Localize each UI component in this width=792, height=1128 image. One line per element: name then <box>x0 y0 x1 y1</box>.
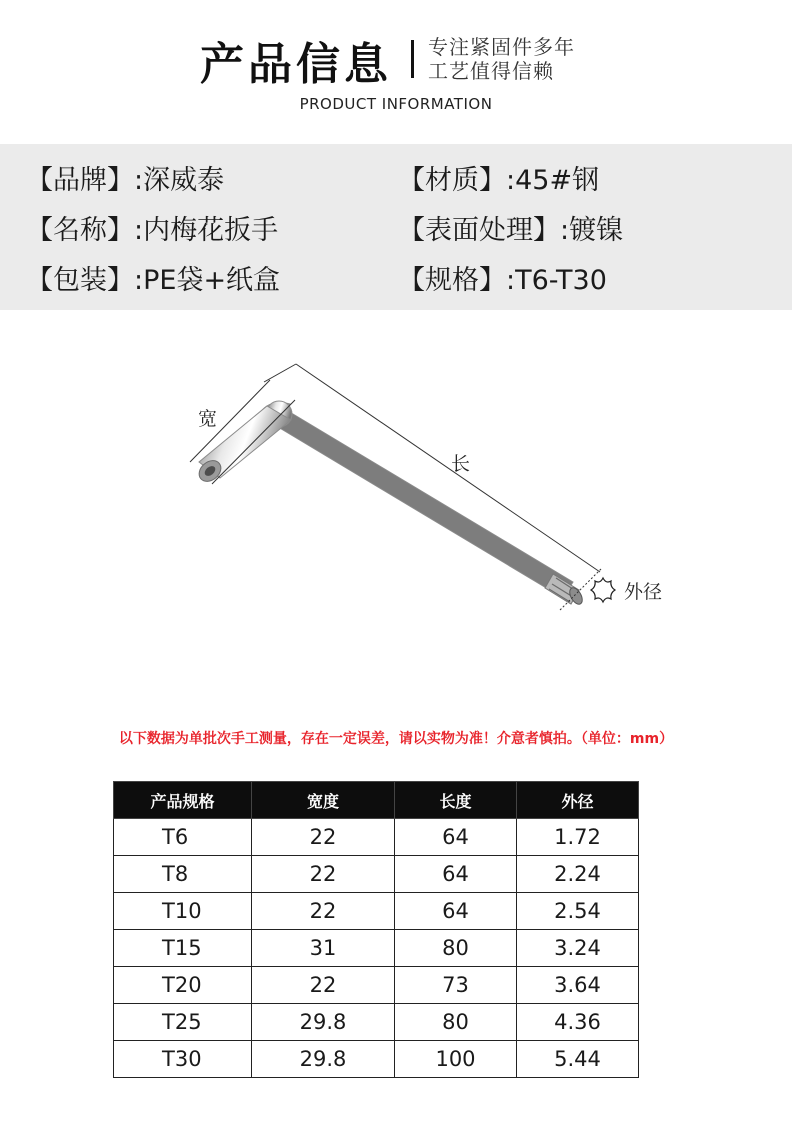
cell-diameter: 5.44 <box>517 1041 639 1078</box>
spec-table <box>113 781 639 1078</box>
cell-diameter: 3.64 <box>517 967 639 1004</box>
product-image <box>0 320 792 700</box>
cell-width: 22 <box>252 967 395 1004</box>
header-diameter: 外径 <box>517 782 639 819</box>
cell-diameter: 2.24 <box>517 856 639 893</box>
cell-length: 64 <box>395 819 517 856</box>
cell-width: 22 <box>252 856 395 893</box>
product-info-panel <box>0 144 792 310</box>
cell-length: 80 <box>395 930 517 967</box>
info-material: 【材质】:45#钢 <box>398 165 600 196</box>
cell-spec: T10 <box>114 893 252 930</box>
cell-spec: T20 <box>114 967 252 1004</box>
wrench-long-arm <box>273 408 573 598</box>
label-length: 长 <box>451 453 471 475</box>
info-spec: 【规格】:T6-T30 <box>398 265 607 296</box>
cell-width: 29.8 <box>252 1041 395 1078</box>
table-row <box>114 1041 639 1078</box>
table-row <box>114 930 639 967</box>
torx-wrench-illustration <box>0 320 792 700</box>
info-package: 【包装】:PE袋+纸盒 <box>26 265 281 296</box>
cell-length: 64 <box>395 893 517 930</box>
cell-spec: T30 <box>114 1041 252 1078</box>
cell-spec: T6 <box>114 819 252 856</box>
info-brand: 【品牌】:深威泰 <box>26 165 225 196</box>
header-length: 长度 <box>395 782 517 819</box>
cell-width: 22 <box>252 819 395 856</box>
header-width: 宽度 <box>252 782 395 819</box>
cell-width: 31 <box>252 930 395 967</box>
table-row <box>114 1004 639 1041</box>
page-subtitle: PRODUCT INFORMATION <box>299 95 493 113</box>
cell-spec: T25 <box>114 1004 252 1041</box>
cell-length: 64 <box>395 856 517 893</box>
cell-spec: T15 <box>114 930 252 967</box>
page-title: 产品信息 <box>200 39 392 90</box>
cell-diameter: 1.72 <box>517 819 639 856</box>
table-row <box>114 893 639 930</box>
info-name: 【名称】:内梅花扳手 <box>26 215 279 246</box>
info-surface: 【表面处理】:镀镍 <box>398 215 624 246</box>
label-width: 宽 <box>198 408 218 430</box>
header-spec: 产品规格 <box>114 782 252 819</box>
cell-spec: T8 <box>114 856 252 893</box>
title-tagline <box>428 35 575 83</box>
cell-width: 22 <box>252 893 395 930</box>
cell-length: 73 <box>395 967 517 1004</box>
table-row <box>114 819 639 856</box>
cell-diameter: 4.36 <box>517 1004 639 1041</box>
cell-width: 29.8 <box>252 1004 395 1041</box>
cell-diameter: 3.24 <box>517 930 639 967</box>
table-row <box>114 856 639 893</box>
tagline-line-1: 专注紧固件多年 <box>428 35 575 59</box>
cell-diameter: 2.54 <box>517 893 639 930</box>
measurement-notice: 以下数据为单批次手工测量，存在一定误差，请以实物为准！介意者慎拍。（单位：mm） <box>118 731 674 747</box>
tagline-line-2: 工艺值得信赖 <box>428 59 554 83</box>
table-row <box>114 967 639 1004</box>
cell-length: 80 <box>395 1004 517 1041</box>
table-header-row <box>114 782 639 819</box>
title-divider <box>411 40 414 78</box>
label-outer-diameter: 外径 <box>624 581 663 603</box>
torx-star-icon <box>591 578 615 602</box>
header <box>0 0 792 140</box>
cell-length: 100 <box>395 1041 517 1078</box>
